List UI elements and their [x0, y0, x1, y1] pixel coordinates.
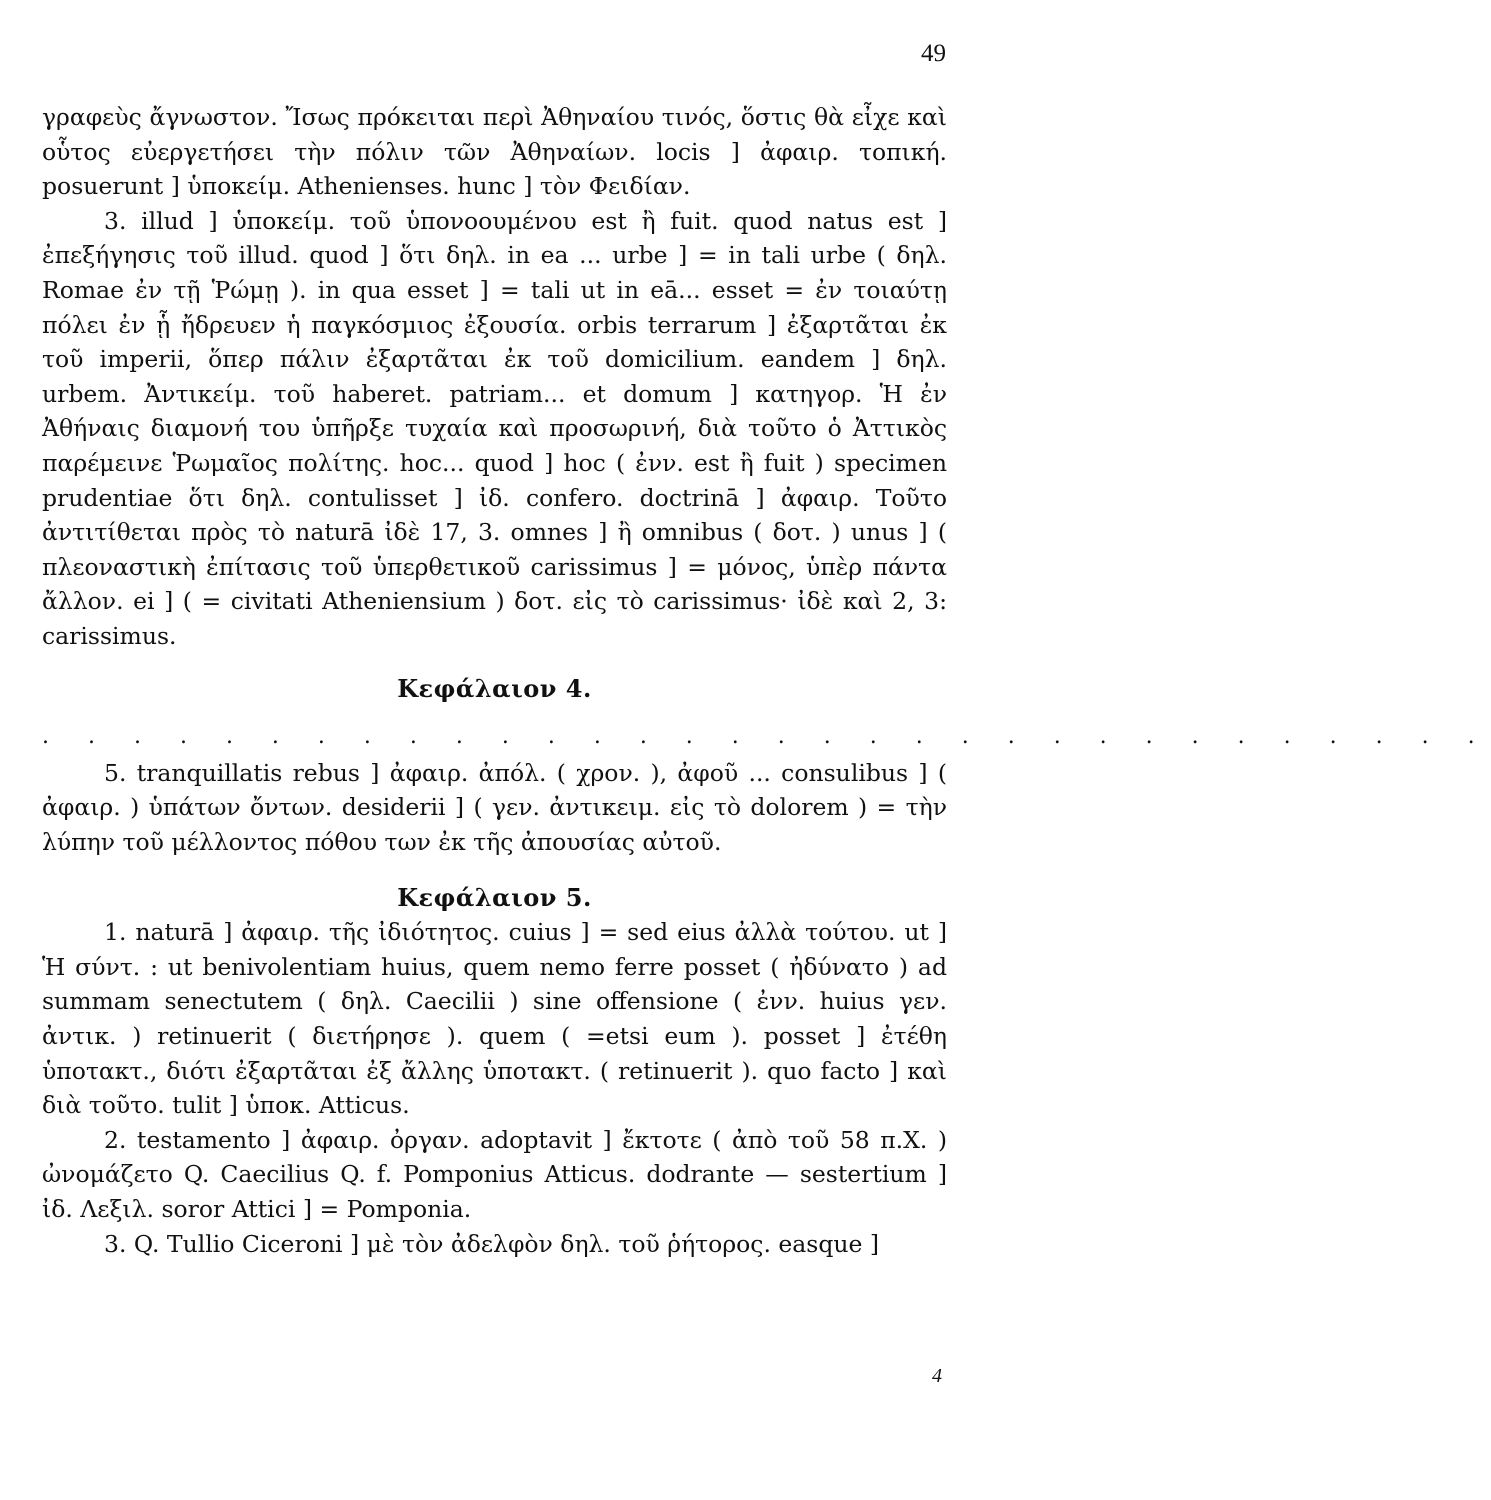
commentary-body — [42, 100, 1491, 1261]
paragraph-note-1: 1. naturā ] ἀφαιρ. τῆς ἰδιότητος. cuius ] = sed eius ἀλλὰ τούτου. ut ] Ἡ σύντ. : ut benivolentiam huius, quem nemo ferre posset ( ἠδύνατο ) ad summam senectutem ( δηλ. Caecilii ) sine offensione ( ἐνν. huius γεν. ἀντικ. ) retinuerit ( διετήρησε ). quem ( =etsi eum ). posset ] ἐτέθη ὑποτακτ., διότι ἐξαρτᾶται ἐξ ἄλλης ὑποτακτ. ( retinuerit ). quo facto ] καὶ διὰ τοῦτο. tulit ] ὑποκ. Atticus. — [42, 918, 947, 1120]
paragraph-note-3: 3. illud ] ὑποκείμ. τοῦ ὑπονοουμένου est ἢ fuit. quod natus est ] ἐπεξήγησις τοῦ illud. quod ] ὅτι δηλ. in ea ... urbe ] = in tali urbe ( δηλ. Romae ἐν τῇ Ῥώμῃ ). in qua esset ] = tali ut in eā... esset = ἐν τοιαύτῃ πόλει ἐν ᾗ ἤδρευεν ἡ παγκόσμιος ἐξουσία. orbis terrarum ] ἐξαρτᾶται ἐκ τοῦ imperii, ὅπερ πάλιν ἐξαρτᾶται ἐκ τοῦ domicilium. eandem ] δηλ. urbem. Ἀντικείμ. τοῦ haberet. patriam... et domum ] κατηγορ. Ἡ ἐν Ἀθήναις διαμονή του ὑπῆρξε τυχαία καὶ προσωρινή, διὰ τοῦτο ὁ Ἀττικὸς παρέμεινε Ῥωμαῖος πολίτης. hoc... quod ] hoc ( ἐνν. est ἢ fuit ) specimen prudentiae ὅτι δηλ. contulisset ] ἰδ. confero. doctrinā ] ἀφαιρ. Τοῦτο ἀντιτίθεται πρὸς τὸ naturā ἰδὲ 17, 3. omnes ] ἢ omnibus ( δοτ. ) unus ] ( πλεοναστικὴ ἐπίτασις τοῦ ὑπερθετικοῦ carissimus ] = μόνος, ὑπὲρ πάντα ἄλλον. ei ] ( = civitati Atheniensium ) δοτ. εἰς τὸ carissimus· ἰδὲ καὶ 2, 3: carissimus. — [42, 206, 947, 650]
omission-dots: . . . . . . . . . . . . . . . . . . . . . . . . . . . . . . . . — [42, 723, 1491, 749]
paragraph-note-5: 5. tranquillatis rebus ] ἀφαιρ. ἀπόλ. ( χρον. ), ἀφοῦ ... consulibus ] ( ἀφαιρ. ) ὑπάτων ὄντων. desiderii ] ( γεν. ἀντικειμ. εἰς τὸ dolorem ) = τὴν λύπην τοῦ μέλλοντος πόθου των ἐκ τῆς ἀπουσίας αὐτοῦ. — [42, 758, 947, 856]
chapter-heading-4: Κεφάλαιον 4. — [397, 673, 592, 703]
paragraph-continuation: γραφεὺς ἄγνωστον. Ἴσως πρόκειται περὶ Ἀθηναίου τινός, ὅστις θὰ εἶχε καὶ οὗτος εὐεργετήσει τὴν πόλιν τῶν Ἀθηναίων. locis ] ἀφαιρ. τοπική. posuerunt ] ὑποκείμ. Athenienses. hunc ] τὸν Φειδίαν. — [42, 103, 947, 201]
printer-signature-mark: 4 — [932, 1365, 942, 1387]
chapter-heading-5: Κεφάλαιον 5. — [397, 883, 592, 913]
page-number: 49 — [921, 40, 946, 67]
paragraph-note-3b: 3. Q. Tullio Ciceroni ] μὲ τὸν ἀδελφὸν δηλ. τοῦ ῥήτορος. easque ] — [104, 1229, 880, 1258]
paragraph-note-2: 2. testamento ] ἀφαιρ. ὀργαν. adoptavit ] ἔκτοτε ( ἀπὸ τοῦ 58 π.Χ. ) ὠνομάζετο Q. Caecilius Q. f. Pomponius Atticus. dodrante — sestertium ] ἰδ. Λεξιλ. soror Attici ] = Pomponia. — [42, 1125, 947, 1224]
